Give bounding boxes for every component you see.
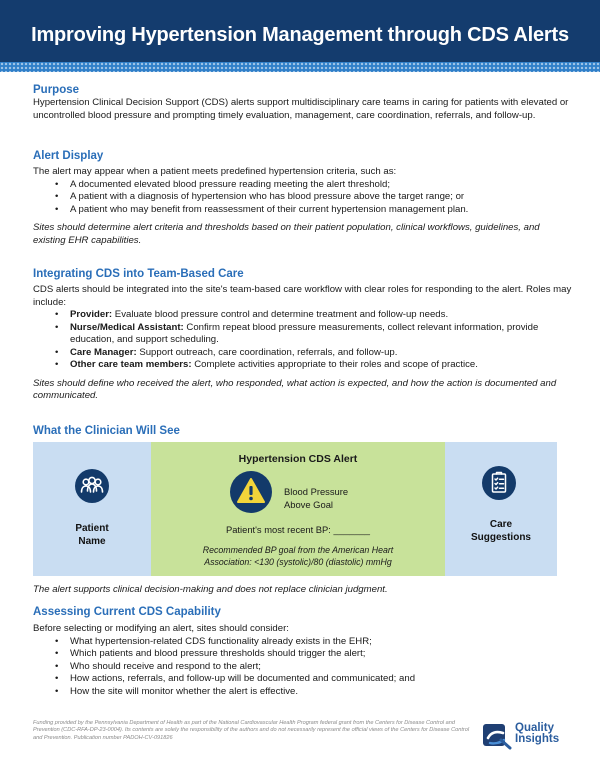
role-label: Other care team members: xyxy=(70,359,192,370)
care-suggestions-panel xyxy=(445,442,557,576)
warning-icon xyxy=(229,470,273,519)
list-item xyxy=(55,359,573,372)
logo-line: Insights xyxy=(515,733,560,745)
patient-label-line: Patient xyxy=(75,523,109,534)
alert-display-note: Sites should determine alert criteria and thresholds based on their patient population, clinical workflows, guidelines, and existing EHR capabilities. xyxy=(33,222,540,246)
role-label: Nurse/Medical Assistant: xyxy=(70,321,184,333)
assessing-list xyxy=(55,636,573,699)
quality-insights-logo-text xyxy=(515,723,559,745)
clinician-view-heading: What the Clinician Will See xyxy=(33,425,180,437)
quality-insights-logo-icon xyxy=(481,722,513,755)
integrating-note: Sites should define who received the alert, who responded, what action is expected, and how the action is documented and communicated. xyxy=(33,377,557,401)
role-text: Confirm repeat blood pressure measurements, collect relevant information, provide education, and support scheduling. xyxy=(70,321,539,345)
people-icon xyxy=(75,469,109,503)
bp-goal-line: Association: <130 (systolic)/80 (diastolic) mmHg xyxy=(204,557,392,567)
list-item: • How the site will monitor whether the alert is effective. xyxy=(55,686,573,699)
care-label-line: Care xyxy=(489,519,513,530)
integrating-section xyxy=(33,268,573,403)
alert-display-heading: Alert Display xyxy=(33,150,104,162)
care-suggestions-label xyxy=(445,518,557,544)
clinician-view-caption: The alert supports clinical decision-making and does not replace clinician judgment. xyxy=(33,584,388,595)
recent-bp-field: Patient's most recent BP: _______ xyxy=(225,524,371,535)
assessing-heading: Assessing Current CDS Capability xyxy=(33,606,221,618)
purpose-section xyxy=(33,84,573,122)
list-item: • How actions, referrals, and follow-up will be documented and communicated; and xyxy=(55,673,573,686)
alert-display-intro: The alert may appear when a patient meets predefined hypertension criteria, such as: xyxy=(33,166,397,177)
list-item xyxy=(55,347,573,360)
bp-goal-note xyxy=(151,544,445,568)
list-item xyxy=(55,309,573,322)
alert-status-line: Above Goal xyxy=(284,498,333,510)
list-item: • Who should receive and respond to the alert; xyxy=(55,661,573,674)
role-text: Evaluate blood pressure control and determine treatment and follow-up needs. xyxy=(112,309,449,320)
page-title: Improving Hypertension Management through CDS Alerts xyxy=(31,24,569,46)
assessing-intro: Before selecting or modifying an alert, sites should consider: xyxy=(33,623,289,634)
alert-status-line: Blood Pressure xyxy=(284,486,349,497)
role-label: Provider: xyxy=(70,309,113,320)
list-item xyxy=(55,322,573,347)
decorative-dot-band xyxy=(0,62,600,72)
list-item: • A patient who may benefit from reassessment of their current hypertension management plan. xyxy=(55,204,573,217)
title-banner xyxy=(0,0,600,62)
role-text: Support outreach, care coordination, referrals, and follow-up. xyxy=(136,346,398,358)
alert-panel xyxy=(151,442,445,576)
roles-list xyxy=(55,309,573,372)
funding-disclaimer: Funding provided by the Pennsylvania Department of Health as part of the National Cardiovascular Health Program federal grant from the Centers for Disease Control and Prevention (CDC-RFA-DP-23-0004). Its contents are solely the responsibility of the authors and do not necessarily represent the official views of the Centers for Disease Control and Prevention. Publication number PADOH-CV-091826 xyxy=(33,720,470,741)
purpose-heading: Purpose xyxy=(33,84,80,96)
alert-display-section xyxy=(33,150,573,247)
bp-goal-line: Recommended BP goal from the American Heart xyxy=(202,545,394,555)
role-text: Complete activities appropriate to their roles and scope of practice. xyxy=(191,359,478,370)
care-label-line: Suggestions xyxy=(470,532,531,543)
alert-status xyxy=(284,486,348,511)
patient-name-label xyxy=(33,522,151,548)
patient-panel xyxy=(33,442,151,576)
list-item: • Which patients and blood pressure thresholds should trigger the alert; xyxy=(55,648,573,661)
assessing-section xyxy=(33,606,573,698)
role-label: Care Manager: xyxy=(70,346,137,358)
alert-title: Hypertension CDS Alert xyxy=(238,453,358,465)
alert-criteria-list xyxy=(55,179,573,217)
integrating-intro: CDS alerts should be integrated into the site's team-based care workflow with clear roles for responding to the alert. Roles may include: xyxy=(33,284,572,308)
list-item: • What hypertension-related CDS functionality already exists in the EHR; xyxy=(55,636,573,649)
logo-line: Quality xyxy=(515,722,554,734)
integrating-heading: Integrating CDS into Team-Based Care xyxy=(33,268,244,280)
patient-label-line: Name xyxy=(78,536,106,547)
list-item: • A patient with a diagnosis of hypertension who has blood pressure above the target range; or xyxy=(55,191,573,204)
list-item: • A documented elevated blood pressure reading meeting the alert threshold; xyxy=(55,179,573,192)
checklist-icon xyxy=(482,466,516,500)
purpose-body: Hypertension Clinical Decision Support (CDS) alerts support multidisciplinary care teams in caring for patients with elevated or uncontrolled blood pressure and prompting timely evaluation, management, care coordination, referrals, and follow-up. xyxy=(33,97,569,121)
